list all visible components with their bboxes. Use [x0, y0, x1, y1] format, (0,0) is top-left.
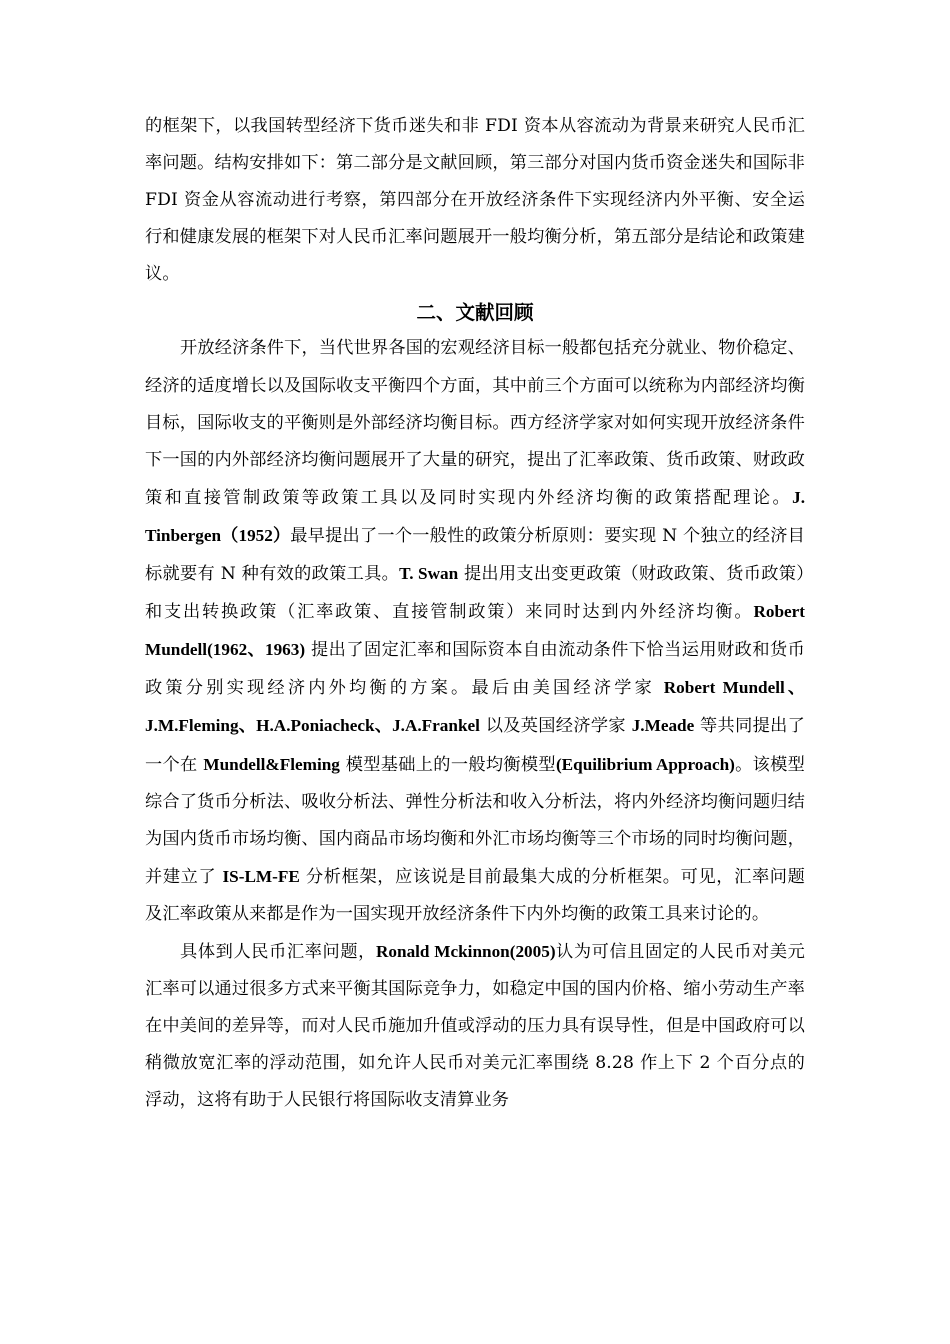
citation-tinbergen: J. Tinbergen（1952） — [145, 487, 805, 545]
text-run: 开放经济条件下，当代世界各国的宏观经济目标一般都包括充分就业、物价稳定、经济的适度增长以及国际收支平衡四个方面，其中前三个方面可以统称为内部经济均衡目标，国际收支的平衡则是外部经济均衡目标。西方经济学家对如何实现开放经济条件下一国的内外部经济均衡问题展开了大量的研究，提出了汇率政策、货币政策、财政政策和直接管制政策等政策工具以及同时实现内外经济均衡的政策搭配理论。 — [145, 338, 805, 508]
text-run: 认为可信且固定的人民币对美元汇率可以通过很多方式来平衡其国际竞争力，如稳定中国的国内价格、缩小劳动生产率在中美间的差异等，而对人民币施加升值或浮动的压力具有误导性，但是中国政府可以稍微放宽汇率的浮动范围，如允许人民币对美元汇率围绕 8.28 作上下 2 个百分点的浮动，这将有助于人民银行将国际收支清算业务 — [145, 941, 805, 1111]
text-run: 等共同提出了一个在 — [145, 716, 805, 775]
text-run: 。该模型综合了货币分析法、吸收分析法、弹性分析法和收入分析法，将内外经济均衡问题归结为国内货币市场均衡、国内商品市场均衡和外汇市场均衡等三个市场的同时均衡问题，并建立了 — [145, 754, 805, 887]
text-run: 以及英国经济学家 — [479, 716, 632, 737]
text-run: 分析框架，应该说是目前最集大成的分析框架。可见，汇率问题及汇率政策从来都是作为一国实现开放经济条件下内外均衡的政策工具来讨论的。 — [145, 866, 805, 924]
text-run: 模型基础上的一般均衡模型 — [339, 754, 556, 775]
citation-meade: J.Meade — [631, 716, 695, 736]
section-heading: 二、文献回顾 — [416, 301, 534, 325]
text-run: 最早提出了一个一般性的政策分析原则：要实现 N 个独立的经济目标就要有 N 种有效的政策工具。 — [145, 525, 805, 585]
text-run: 提出了固定汇率和国际资本自由流动条件下恰当运用财政和货币政策分别实现经济内外均衡的方案。最后由美国经济学家 — [145, 640, 805, 699]
document-page — [145, 108, 805, 1119]
citation-swan: T. Swan — [399, 564, 459, 584]
intro-paragraph — [145, 108, 805, 293]
text-run: 具体到人民币汇率问题， — [180, 941, 376, 962]
intro-text: 的框架下，以我国转型经济下货币迷失和非 FDI 资本从容流动为背景来研究人民币汇率问题。结构安排如下：第二部分是文献回顾，第三部分对国内货币资金迷失和国际非 FDI 资金从容流动进行考察，第四部分在开放经济条件下实现经济内外平衡、安全运行和健康发展的框架下对人民币汇率问题展开一般均衡分析，第五部分是结论和政策建议。 — [145, 116, 805, 285]
literature-review-paragraph-1 — [145, 330, 805, 933]
model-name-equilibrium-approach: (Equilibrium Approach) — [555, 754, 735, 774]
literature-review-paragraph-2 — [145, 933, 805, 1119]
citation-mckinnon: Ronald Mckinnon(2005) — [376, 941, 556, 961]
citation-mundell: Robert Mundell(1962、1963) — [145, 602, 805, 660]
text-run: 提出用支出变更政策（财政政策、货币政策）和支出转换政策（汇率政策、直接管制政策）来同时达到内外经济均衡。 — [145, 564, 806, 623]
citation-economists: Robert Mundell、J.M.Fleming、H.A.Poniacheck、J.A.Frankel — [145, 678, 806, 736]
framework-name-is-lm-fe: IS-LM-FE — [222, 866, 300, 886]
model-name-mundell-fleming: Mundell&Fleming — [203, 754, 340, 774]
